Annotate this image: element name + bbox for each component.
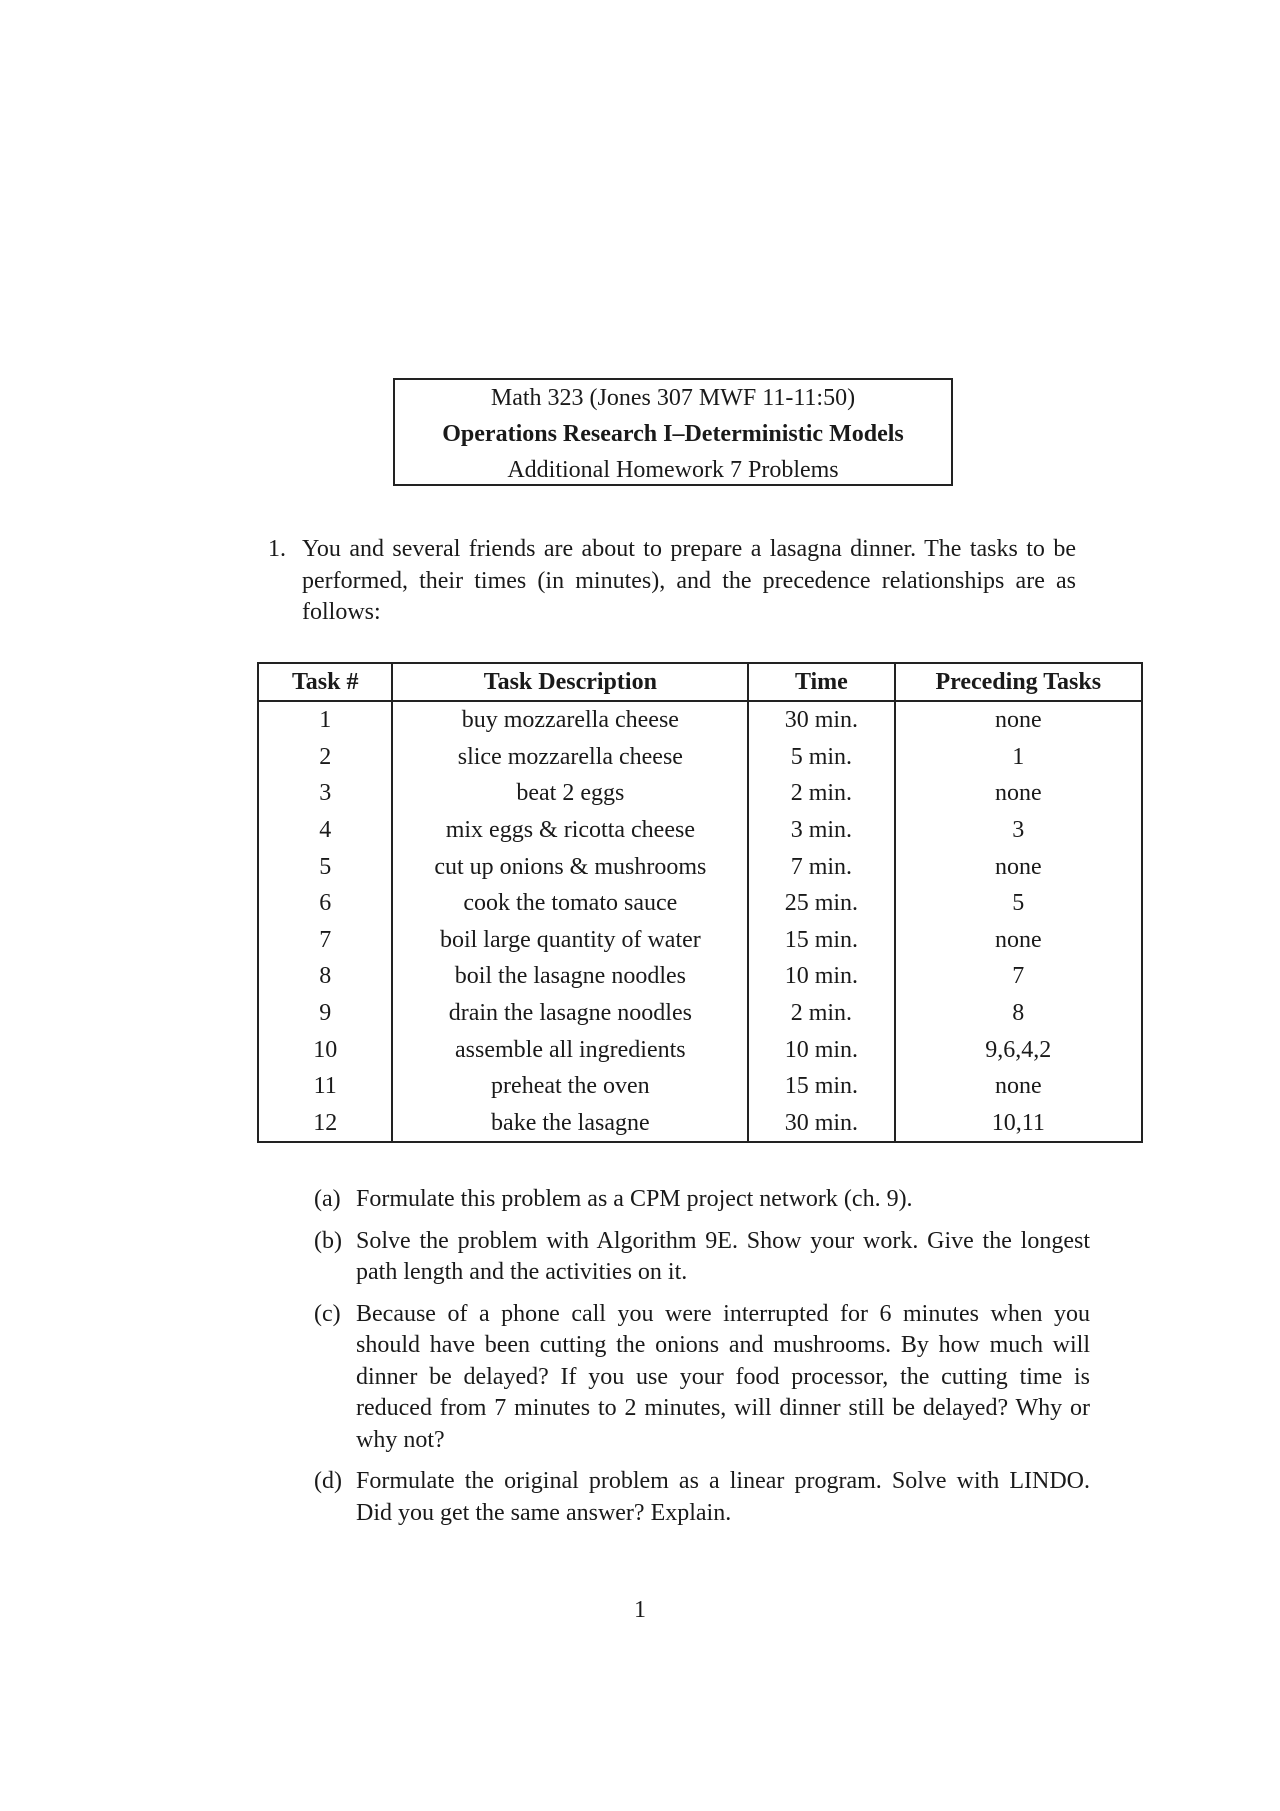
cell-time: 15 min. <box>748 922 894 959</box>
course-line: Math 323 (Jones 307 MWF 11-11:50) <box>490 385 856 411</box>
table-row <box>258 995 1142 1032</box>
cell-preceding-tasks: 5 <box>895 885 1142 922</box>
subpart-item <box>314 1184 1090 1216</box>
cell-time: 2 min. <box>748 775 894 812</box>
cell-preceding-tasks: none <box>895 701 1142 739</box>
cell-task-description: beat 2 eggs <box>392 775 748 812</box>
cell-preceding-tasks: none <box>895 1068 1142 1105</box>
table-row <box>258 739 1142 776</box>
cell-time: 15 min. <box>748 1068 894 1105</box>
cell-preceding-tasks: 3 <box>895 812 1142 849</box>
table-row <box>258 885 1142 922</box>
cell-preceding-tasks: none <box>895 775 1142 812</box>
subpart-text: Formulate the original problem as a linear program. Solve with LINDO. Did you get the same answer? Explain. <box>356 1468 1090 1526</box>
subpart-text: Formulate this problem as a CPM project network (ch. 9). <box>356 1186 913 1212</box>
table-row <box>258 1105 1142 1143</box>
cell-task-description: mix eggs & ricotta cheese <box>392 812 748 849</box>
column-header-time: Time <box>748 663 894 701</box>
cell-time: 2 min. <box>748 995 894 1032</box>
column-header-task-description: Task Description <box>392 663 748 701</box>
cell-time: 30 min. <box>748 1105 894 1143</box>
cell-preceding-tasks: 1 <box>895 739 1142 776</box>
cell-preceding-tasks: 8 <box>895 995 1142 1032</box>
cell-task-number: 9 <box>319 1000 332 1027</box>
table-header-row <box>258 663 1142 701</box>
course-header-box <box>393 378 953 486</box>
subpart-text: Solve the problem with Algorithm 9E. Show your work. Give the longest path length and the activities on it. <box>356 1227 1090 1285</box>
cell-time: 10 min. <box>748 958 894 995</box>
cell-task-number: 1 <box>319 707 332 734</box>
cell-time: 5 min. <box>748 739 894 776</box>
subpart-label: (c) <box>314 1300 341 1327</box>
cell-task-description: boil the lasagne noodles <box>392 958 748 995</box>
cell-task-number: 11 <box>313 1073 337 1100</box>
subpart-label: (b) <box>314 1227 342 1254</box>
cell-preceding-tasks: none <box>895 848 1142 885</box>
cell-task-number: 12 <box>313 1109 338 1136</box>
cell-task-number: 6 <box>319 890 332 917</box>
cell-time: 25 min. <box>748 885 894 922</box>
cell-task-description: preheat the oven <box>392 1068 748 1105</box>
page-number: 1 <box>634 1597 646 1623</box>
table-row <box>258 958 1142 995</box>
cell-task-number: 8 <box>319 963 332 990</box>
document-subtitle: Additional Homework 7 Problems <box>507 457 839 483</box>
subparts-list <box>314 1184 1090 1539</box>
cell-task-number: 10 <box>313 1036 338 1063</box>
cell-preceding-tasks: 10,11 <box>895 1105 1142 1143</box>
cell-time: 10 min. <box>748 1031 894 1068</box>
subpart-item <box>314 1299 1090 1457</box>
cell-task-number: 7 <box>319 926 332 953</box>
cell-task-description: assemble all ingredients <box>392 1031 748 1068</box>
problem-1 <box>268 534 1076 629</box>
subpart-label: (d) <box>314 1468 342 1494</box>
cell-task-description: cut up onions & mushrooms <box>392 848 748 885</box>
cell-preceding-tasks: none <box>895 922 1142 959</box>
tasks-table <box>257 662 1143 1143</box>
problem-text: You and several friends are about to prepare a lasagna dinner. The tasks to be performed, their times (in minutes), and the precedence relationships are as follows: <box>302 536 1076 625</box>
column-header-preceding-tasks: Preceding Tasks <box>895 663 1142 701</box>
table-row <box>258 1031 1142 1068</box>
table-row <box>258 922 1142 959</box>
cell-task-description: cook the tomato sauce <box>392 885 748 922</box>
cell-preceding-tasks: 9,6,4,2 <box>895 1031 1142 1068</box>
cell-task-description: bake the lasagne <box>392 1105 748 1143</box>
problem-number: 1. <box>268 536 286 562</box>
subpart-label: (a) <box>314 1186 341 1212</box>
subpart-text: Because of a phone call you were interrupted for 6 minutes when you should have been cutting the onions and mushrooms. By how much will dinner be delayed? If you use your food processor, the cutting time is reduced from 7 minutes to 2 minutes, will dinner still be delayed? Why or why not? <box>356 1300 1090 1453</box>
table-row <box>258 812 1142 849</box>
cell-task-description: drain the lasagne noodles <box>392 995 748 1032</box>
cell-task-number: 3 <box>319 780 332 807</box>
cell-time: 7 min. <box>748 848 894 885</box>
column-header-task-number: Task # <box>258 663 392 701</box>
document-title: Operations Research I–Deterministic Models <box>442 421 904 447</box>
cell-task-number: 4 <box>319 817 332 844</box>
table-row <box>258 701 1142 739</box>
table-row <box>258 775 1142 812</box>
subpart-item <box>314 1466 1090 1529</box>
cell-time: 3 min. <box>748 812 894 849</box>
table-row <box>258 1068 1142 1105</box>
subpart-item <box>314 1226 1090 1289</box>
cell-task-description: slice mozzarella cheese <box>392 739 748 776</box>
cell-time: 30 min. <box>748 701 894 739</box>
cell-task-description: boil large quantity of water <box>392 922 748 959</box>
cell-task-number: 2 <box>319 743 332 770</box>
cell-preceding-tasks: 7 <box>895 958 1142 995</box>
cell-task-number: 5 <box>319 853 332 880</box>
table-row <box>258 848 1142 885</box>
cell-task-description: buy mozzarella cheese <box>392 701 748 739</box>
